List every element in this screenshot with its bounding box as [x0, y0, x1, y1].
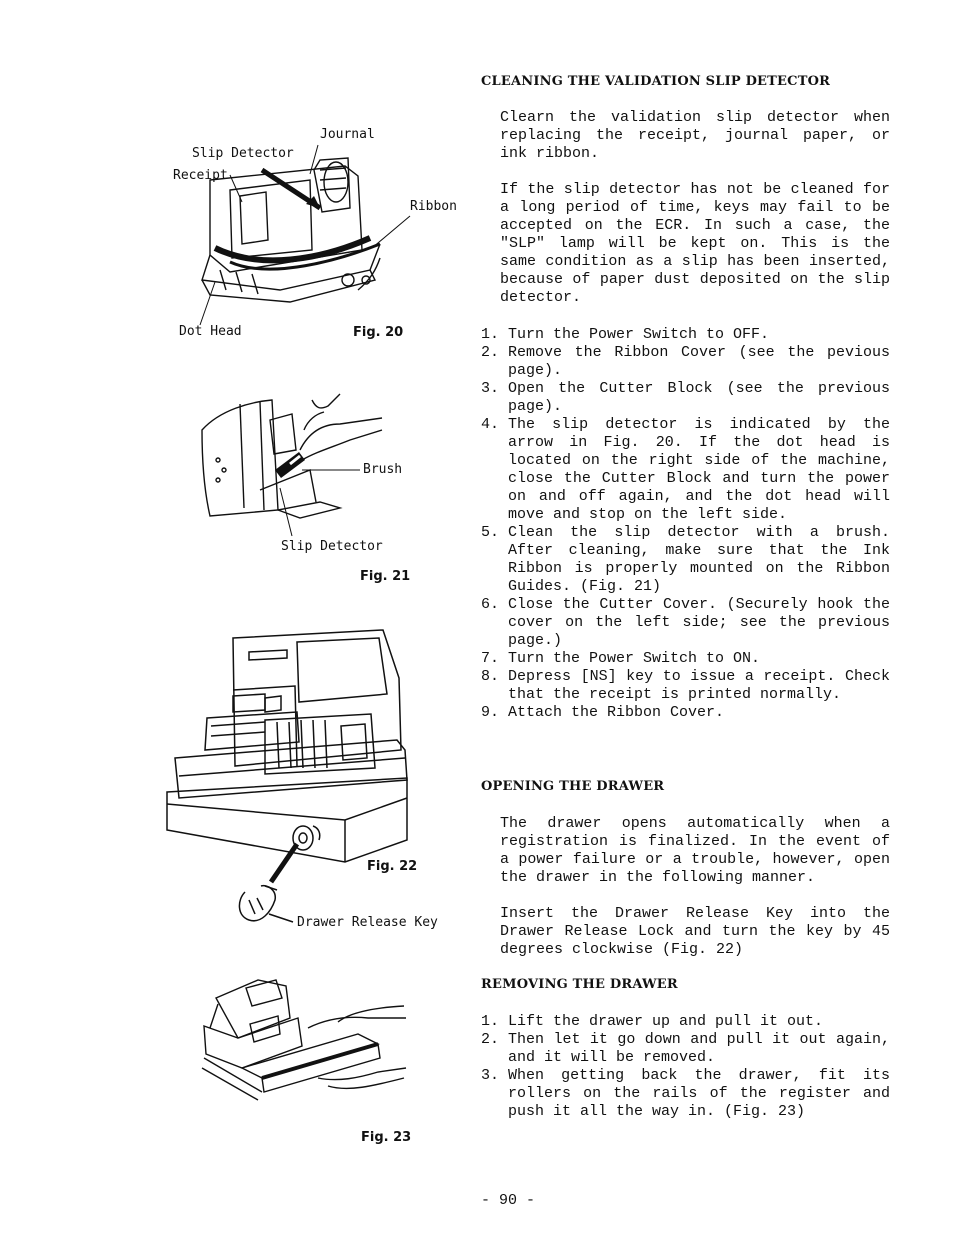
step-text: Open the Cutter Block (see the previous page).: [508, 380, 890, 415]
fig21-label-brush: Brush: [363, 462, 403, 477]
step-text: When getting back the drawer, fit its rollers on the rails of the register and push it all the way in. (Fig. 23): [508, 1067, 890, 1120]
list-item: [481, 416, 890, 524]
fig22-illustration: [165, 630, 418, 940]
step-number: 1.: [481, 1013, 500, 1030]
list-item: [481, 524, 890, 596]
fig20-label-receipt: Receipt: [173, 168, 228, 183]
step-text: Remove the Ribbon Cover (see the pevious page).: [508, 344, 890, 379]
fig20-label-dot-head: Dot Head: [179, 324, 242, 339]
fig21-illustration: [200, 390, 390, 540]
opening-paragraph-1: The drawer opens automatically when a registration is finalized. In the event of a power failure or a trouble, however, open the drawer in the following manner.: [500, 815, 890, 886]
cleaning-paragraph-2: If the slip detector has not be cleaned for a long period of time, keys may fail to be accepted on the ECR. In such a case, the "SLP" lamp will be kept on. This is the same condition as a slip has been inserted, because of paper dust deposited on the slip detector.: [500, 181, 890, 306]
heading-removing: REMOVING THE DRAWER: [481, 977, 678, 992]
heading-cleaning: CLEANING THE VALIDATION SLIP DETECTOR: [481, 74, 831, 89]
cleaning-paragraph-1: Clearn the validation slip detector when replacing the receipt, journal paper, or ink ribbon.: [500, 109, 890, 162]
list-item: [481, 668, 890, 704]
removing-steps-list: [481, 1013, 890, 1121]
step-number: 2.: [481, 344, 500, 361]
fig21-caption: Fig. 21: [360, 569, 411, 584]
step-number: 1.: [481, 326, 500, 343]
cleaning-steps-list: [481, 326, 890, 722]
step-number: 9.: [481, 704, 500, 721]
step-number: 3.: [481, 1067, 500, 1084]
step-number: 6.: [481, 596, 500, 613]
fig22-label-drawer-release-key: Drawer Release Key: [297, 915, 438, 930]
fig20-caption: Fig. 20: [353, 325, 404, 340]
step-number: 3.: [481, 380, 500, 397]
step-text: Clean the slip detector with a brush. After cleaning, make sure that the Ink Ribbon is properly mounted on the Ribbon Guides. (Fig. 21): [508, 524, 890, 595]
fig22-caption: Fig. 22: [367, 859, 418, 874]
list-item: [481, 650, 890, 668]
step-text: Close the Cutter Cover. (Securely hook the cover on the left side; see the previous page.): [508, 596, 890, 649]
list-item: [481, 326, 890, 344]
fig23-illustration: [198, 968, 410, 1108]
list-item: [481, 704, 890, 722]
list-item: [481, 344, 890, 380]
step-number: 8.: [481, 668, 500, 685]
fig20-label-slip-detector: Slip Detector: [192, 146, 294, 161]
step-number: 2.: [481, 1031, 500, 1048]
step-text: Lift the drawer up and pull it out.: [508, 1013, 824, 1030]
step-text: Then let it go down and pull it out again, and it will be removed.: [508, 1031, 890, 1066]
list-item: [481, 380, 890, 416]
heading-opening: OPENING THE DRAWER: [481, 779, 665, 794]
list-item: [481, 596, 890, 650]
step-number: 5.: [481, 524, 500, 541]
opening-paragraph-2: Insert the Drawer Release Key into the Drawer Release Lock and turn the key by 45 degrees clockwise (Fig. 22): [500, 905, 890, 958]
step-text: Depress [NS] key to issue a receipt. Check that the receipt is printed normally.: [508, 668, 890, 703]
step-text: The slip detector is indicated by the arrow in Fig. 20. If the dot head is located on the right side of the machine, close the Cutter Block and turn the power on and off again, and the dot head will move and stop on the left side.: [508, 416, 890, 523]
step-text: Attach the Ribbon Cover.: [508, 704, 725, 721]
fig20-label-ribbon: Ribbon: [410, 199, 457, 214]
step-number: 4.: [481, 416, 500, 433]
step-text: Turn the Power Switch to OFF.: [508, 326, 770, 343]
list-item: [481, 1031, 890, 1067]
fig23-caption: Fig. 23: [361, 1130, 412, 1145]
step-text: Turn the Power Switch to ON.: [508, 650, 761, 667]
fig20-label-journal: Journal: [320, 127, 375, 142]
step-number: 7.: [481, 650, 500, 667]
fig21-label-slip-detector: Slip Detector: [281, 539, 383, 554]
page-number: - 90 -: [481, 1192, 536, 1209]
list-item: [481, 1013, 890, 1031]
list-item: [481, 1067, 890, 1121]
fig20-illustration: [170, 127, 460, 340]
